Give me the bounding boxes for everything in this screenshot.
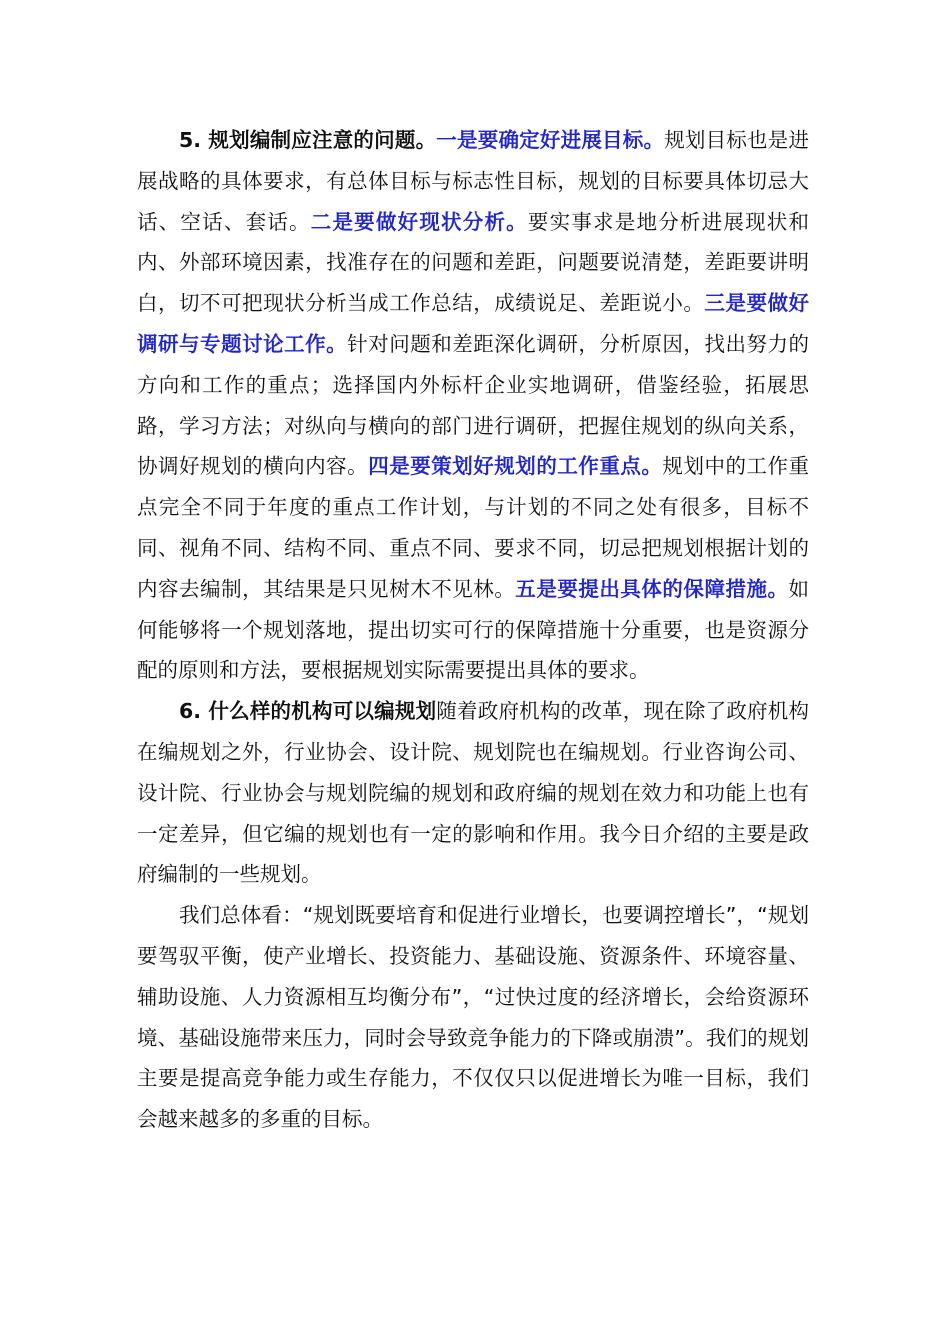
paragraph-7 (137, 895, 809, 1140)
body-text: 规划目标也是进展战略的具体要求，有总体目标与标志性目标，规划的目标要具体切忌大话、空话、套话。 (137, 128, 809, 234)
body-text: 随着政府机构的改革，现在除了政府机构在编规划之外，行业协会、设计院、规划院也在编规划。行业咨询公司、设计院、行业协会与规划院编的规划和政府编的规划在效力和功能上也有一定差异，但它编的规划也有一定的影响和作用。我今日介绍的主要是政府编制的一些规划。 (137, 699, 809, 887)
highlight-point: 五是要提出具体的保障措施。 (515, 576, 789, 601)
body-text: 如何能够将一个规划落地，提出切实可行的保障措施十分重要，也是资源分配的原则和方法，要根据规划实际需要提出具体的要求。 (137, 576, 810, 683)
highlight-point: 二是要做好现状分析。 (310, 209, 528, 234)
section-heading: 6. 什么样的机构可以编规划 (179, 699, 437, 724)
paragraph-6 (137, 691, 809, 895)
body-text: 规划中的工作重点完全不同于年度的重点工作计划，与计划的不同之处有很多，目标不同、视角不同、结构不同、重点不同、要求不同，切忌把规划根据计划的内容去编制，其结果是只见树木不见林。 (137, 454, 810, 601)
body-text: 要实事求是地分析进展现状和内、外部环境因素，找准存在的问题和差距，问题要说清楚，差距要讲明白，切不可把现状分析当成工作总结，成绩说足、差距说小。 (137, 209, 810, 316)
paragraph-5 (137, 120, 809, 691)
body-text: 针对问题和差距深化调研，分析原因，找出努力的方向和工作的重点；选择国内外标杆企业实地调研，借鉴经验，拓展思路，学习方法；对纵向与横向的部门进行调研，把握住规划的纵向关系，协调好规划的横向内容。 (137, 331, 810, 479)
highlight-point: 四是要策划好规划的工作重点。 (368, 454, 663, 479)
section-heading: 5. 规划编制应注意的问题。 (179, 128, 437, 152)
body-text: 我们总体看：“规划既要培育和促进行业增长，也要调控增长”，“规划要驾驭平衡，使产业增长、投资能力、基础设施、资源条件、环境容量、辅助设施、人力资源相互均衡分布”，“过快过度的经济增长，会给资源环境、基础设施带来压力，同时会导致竞争能力的下降或崩溃”。我们的规划主要是提高竞争能力或生存能力，不仅仅只以促进增长为唯一目标，我们会越来越多的多重的目标。 (137, 903, 809, 1132)
highlight-point: 一是要确定好进展目标。 (436, 128, 665, 152)
document-page (137, 120, 809, 1140)
highlight-point: 三是要做好调研与专题讨论工作。 (137, 291, 810, 356)
